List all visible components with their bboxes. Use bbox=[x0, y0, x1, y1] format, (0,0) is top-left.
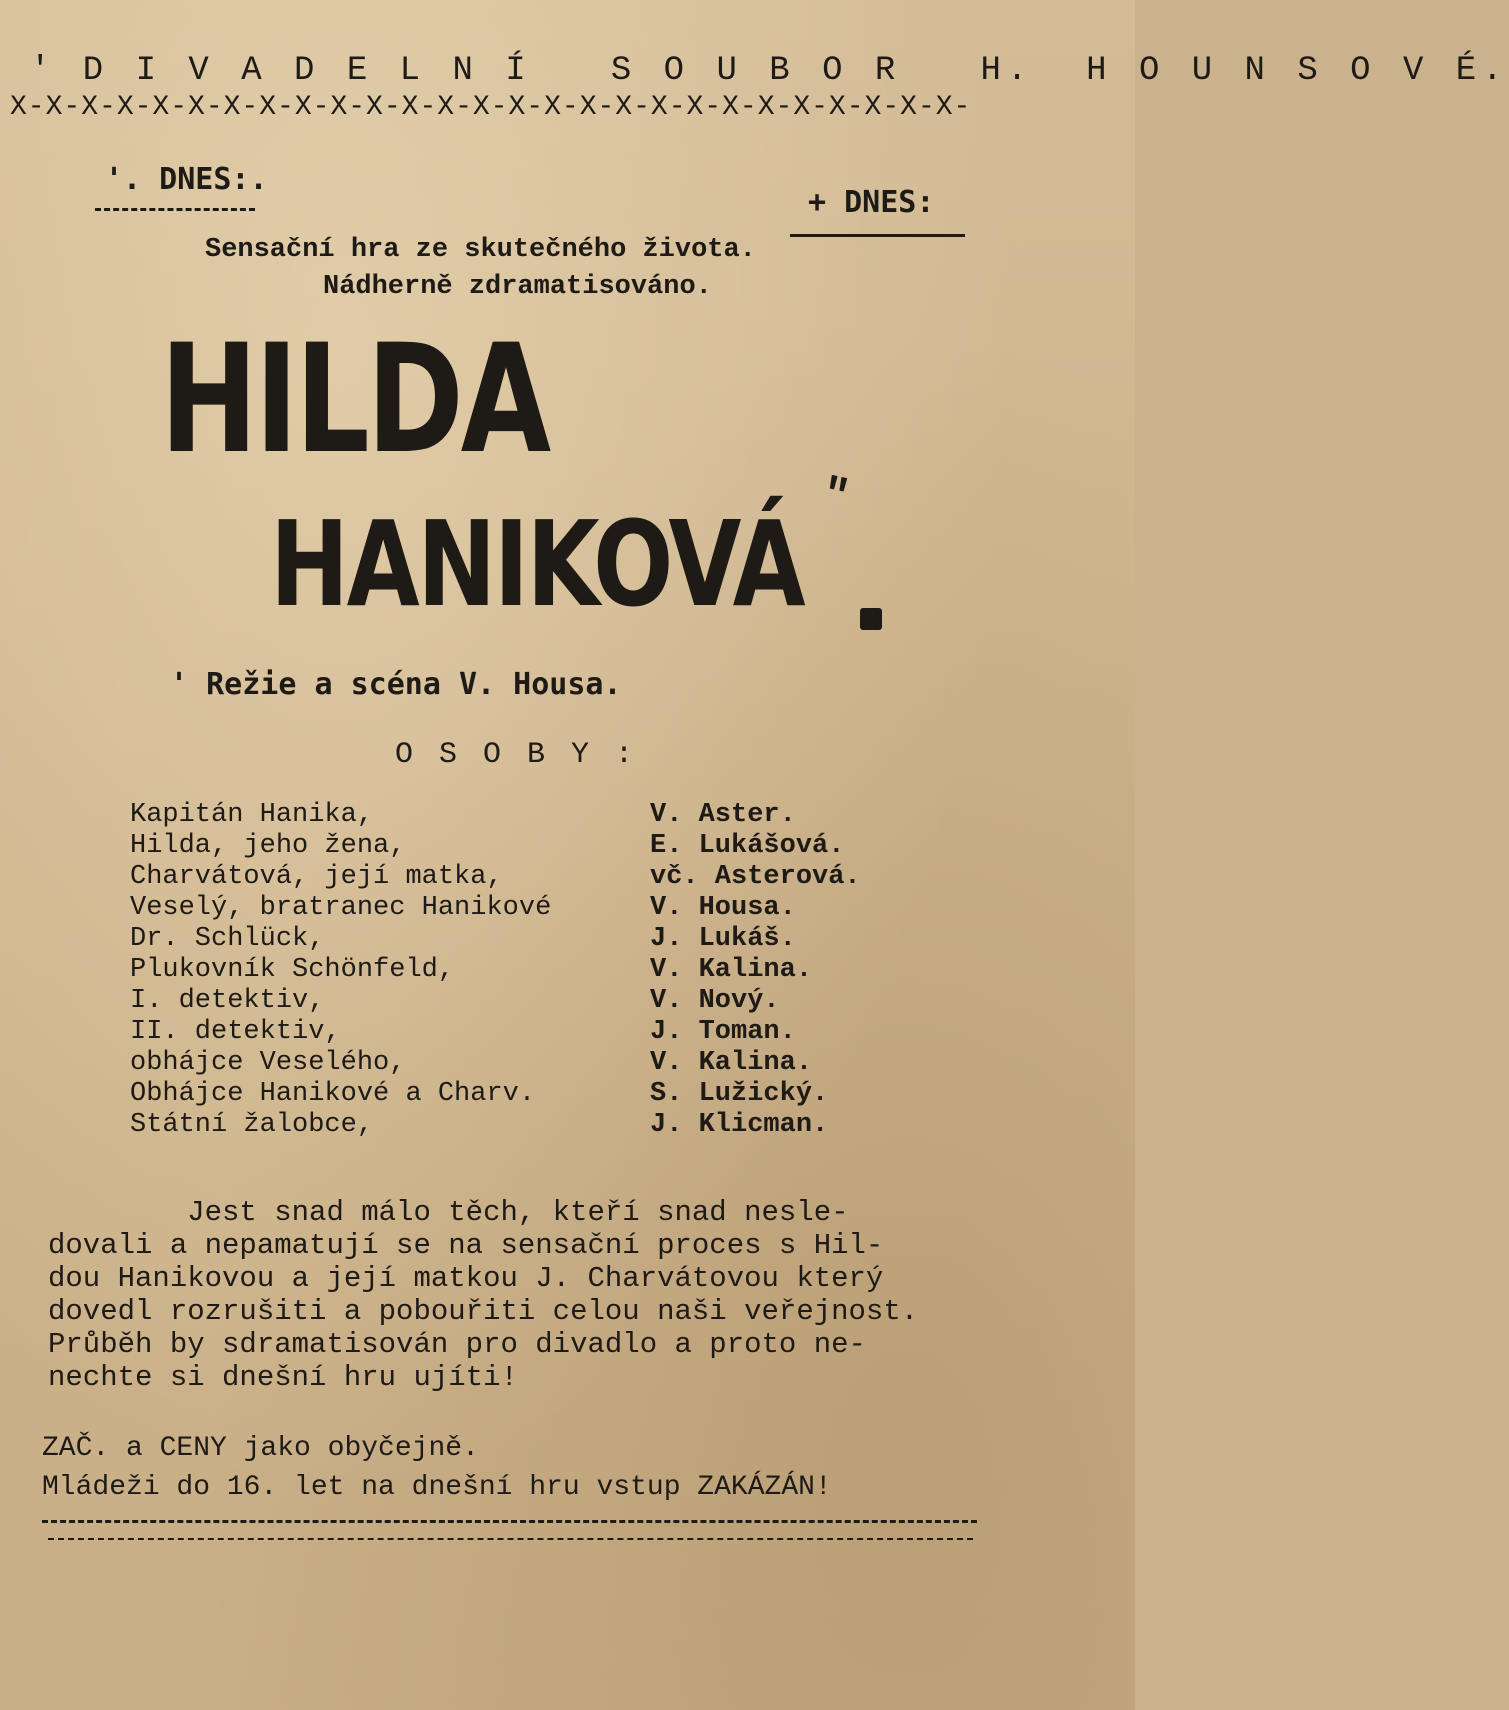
cast-actor: V. Housa. bbox=[650, 893, 796, 923]
cast-role: Plukovník Schönfeld, bbox=[130, 955, 455, 985]
paragraph-line: dovali a nepamatují se na sensační proces s Hil- bbox=[48, 1229, 884, 1262]
intro-line-1: Sensační hra ze skutečného života. bbox=[205, 235, 756, 265]
title-hilda: HILDA bbox=[160, 313, 549, 487]
title-period-mark bbox=[860, 608, 882, 630]
cast-row bbox=[130, 862, 930, 893]
cast-role: II. detektiv, bbox=[130, 1017, 341, 1047]
cast-actor: J. Klicman. bbox=[650, 1110, 829, 1140]
x-separator-line: X-X-X-X-X-X-X-X-X-X-X-X-X-X-X-X-X-X-X-X-X-X-X-X-X-X-X- bbox=[10, 92, 972, 123]
dnes-left-label: '. DNES:. bbox=[105, 162, 268, 197]
cast-actor: E. Lukášová. bbox=[650, 831, 845, 861]
cast-role: Charvátová, její matka, bbox=[130, 862, 503, 892]
cast-actor: V. Kalina. bbox=[650, 955, 813, 985]
cast-row bbox=[130, 893, 930, 924]
paragraph-line: Průběh by sdramatisován pro divadlo a proto ne- bbox=[48, 1328, 866, 1361]
youth-restriction: Mládeži do 16. let na dnešní hru vstup ZAKÁZÁN! bbox=[42, 1472, 832, 1503]
paragraph-line: Jest snad málo těch, kteří snad nesle- bbox=[48, 1196, 849, 1229]
bottom-rule-second bbox=[48, 1538, 973, 1540]
cast-role: I. detektiv, bbox=[130, 986, 325, 1016]
cast-role: Státní žalobce, bbox=[130, 1110, 374, 1140]
quote-mark-glyph: " bbox=[817, 469, 854, 525]
cast-row bbox=[130, 924, 930, 955]
cast-row bbox=[130, 1110, 930, 1141]
description-paragraph bbox=[48, 1196, 1058, 1394]
paragraph-line: nechte si dnešní hru ujíti! bbox=[48, 1361, 518, 1394]
cast-row bbox=[130, 831, 930, 862]
cast-role: obhájce Veselého, bbox=[130, 1048, 406, 1078]
dnes-right-underline bbox=[790, 234, 965, 237]
cast-row bbox=[130, 986, 930, 1017]
cast-role: Hilda, jeho žena, bbox=[130, 831, 406, 861]
troupe-header: ' D I V A D E L N Í S O U B O R H. H O U N S O V É. bbox=[30, 52, 1509, 90]
cast-actor: vč. Asterová. bbox=[650, 862, 861, 892]
cast-role: Obhájce Hanikové a Charv. bbox=[130, 1079, 536, 1109]
cast-heading: O S O B Y : bbox=[395, 738, 638, 772]
cast-role: Dr. Schlück, bbox=[130, 924, 325, 954]
cast-row bbox=[130, 955, 930, 986]
intro-line-2: Nádherně zdramatisováno. bbox=[323, 272, 712, 302]
cast-actor: S. Lužický. bbox=[650, 1079, 829, 1109]
bottom-rule bbox=[42, 1520, 977, 1523]
start-and-prices: ZAČ. a CENY jako obyčejně. bbox=[42, 1433, 479, 1464]
cast-role: Veselý, bratranec Hanikové bbox=[130, 893, 552, 923]
dnes-right-label: + DNES: bbox=[808, 185, 935, 220]
cast-row bbox=[130, 1048, 930, 1079]
cast-actor: J. Lukáš. bbox=[650, 924, 796, 954]
paragraph-line: dou Hanikovou a její matkou J. Charvátovou který bbox=[48, 1262, 884, 1295]
cast-actor: V. Kalina. bbox=[650, 1048, 813, 1078]
title-hanikova: HANIKOVÁ bbox=[270, 495, 804, 633]
cast-row bbox=[130, 1017, 930, 1048]
paragraph-line: dovedl rozrušiti a pobouřiti celou naši veřejnost. bbox=[48, 1295, 919, 1328]
cast-actor: V. Aster. bbox=[650, 800, 796, 830]
cast-row bbox=[130, 800, 930, 831]
dnes-left-underline bbox=[95, 208, 255, 211]
cast-actor: J. Toman. bbox=[650, 1017, 796, 1047]
cast-actor: V. Nový. bbox=[650, 986, 780, 1016]
cast-role: Kapitán Hanika, bbox=[130, 800, 374, 830]
cast-row bbox=[130, 1079, 930, 1110]
direction-line: ' Režie a scéna V. Housa. bbox=[170, 667, 622, 702]
